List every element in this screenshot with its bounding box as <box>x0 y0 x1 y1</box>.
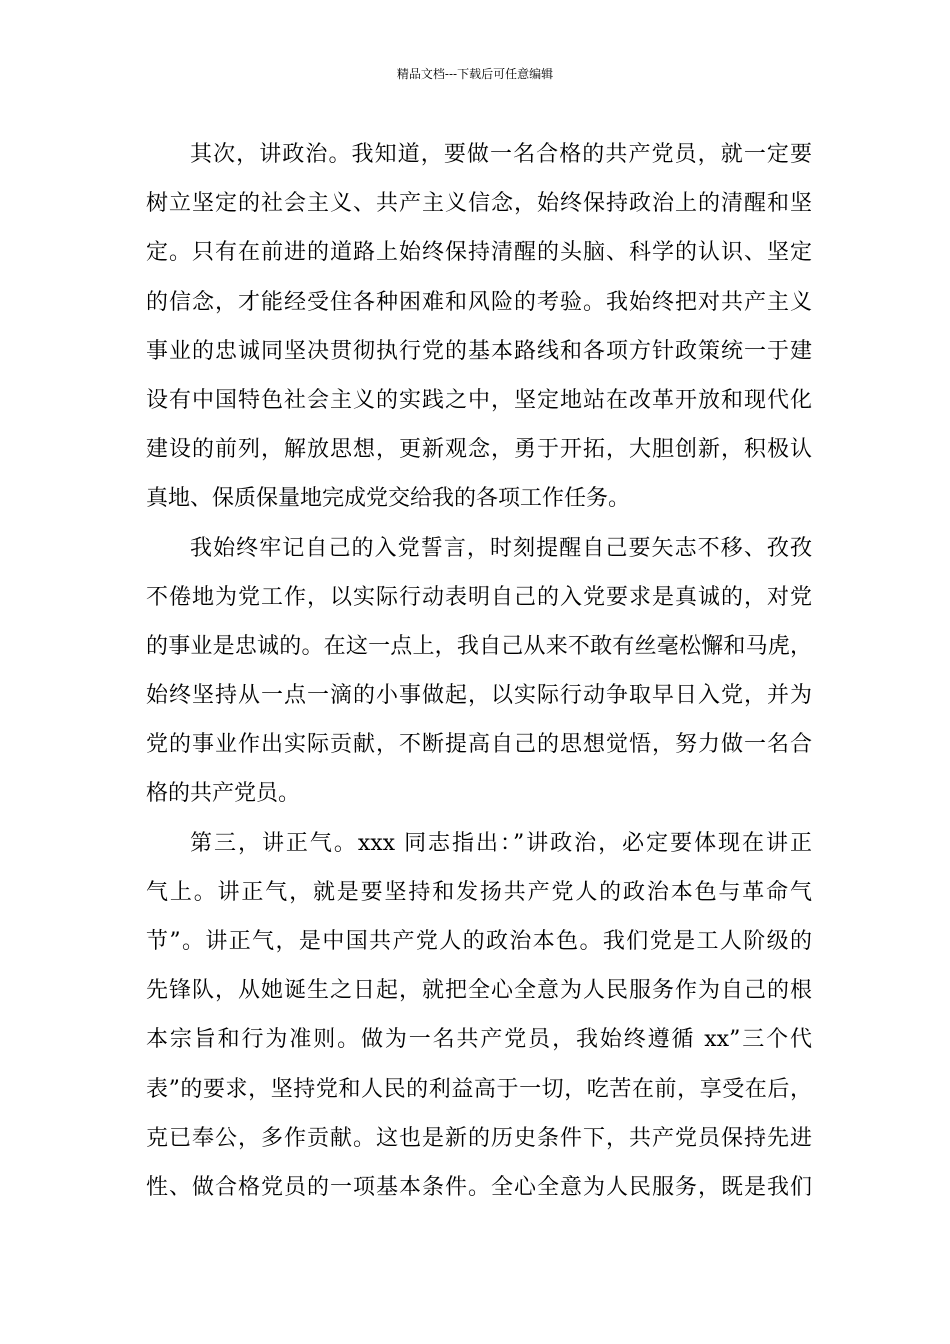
paragraph-2 <box>146 524 812 819</box>
text-line: 先锋队，从她诞生之日起，就把全心全意为人民服务作为自己的根 <box>146 978 812 1004</box>
text-line: 定。只有在前进的道路上始终保持清醒的头脑、科学的认识、坚定 <box>146 240 812 266</box>
text-line: 本宗旨和行为准则。做为一名共产党员，我始终遵循 xx”三个代 <box>146 1027 812 1053</box>
page-header: 精品文档---下载后可任意编辑 <box>396 67 554 81</box>
text-line: 表”的要求，坚持党和人民的利益高于一切，吃苦在前，享受在后， <box>146 1076 812 1102</box>
text-line: 树立坚定的社会主义、共产主义信念，始终保持政治上的清醒和坚 <box>146 191 812 217</box>
text-line: 设有中国特色社会主义的实践之中，坚定地站在改革开放和现代化 <box>146 387 812 413</box>
text-line: 事业的忠诚同坚决贯彻执行党的基本路线和各项方针政策统一于建 <box>146 338 812 364</box>
paragraph-3 <box>146 819 812 1213</box>
text-line: 克已奉公，多作贡献。这也是新的历史条件下，共产党员保持先进 <box>146 1125 812 1151</box>
document-body <box>146 130 812 1212</box>
text-line: 党的事业作出实际贡献，不断提高自己的思想觉悟，努力做一名合 <box>146 732 812 758</box>
text-line: 气上。讲正气，就是要坚持和发扬共产党人的政治本色与革命气 <box>146 879 812 905</box>
text-line: 性、做合格党员的一项基本条件。全心全意为人民服务，既是我们 <box>146 1174 812 1200</box>
text-line: 真地、保质保量地完成党交给我的各项工作任务。 <box>146 486 631 512</box>
text-line: 始终坚持从一点一滴的小事做起，以实际行动争取早日入党，并为 <box>146 683 812 709</box>
text-line: 的事业是忠诚的。在这一点上，我自己从来不敢有丝毫松懈和马虎， <box>146 633 812 659</box>
paragraph-1 <box>146 130 812 524</box>
text-line: 建设的前列，解放思想，更新观念，勇于开拓，大胆创新，积极认 <box>146 437 812 463</box>
text-line: 其次，讲政治。我知道，要做一名合格的共产党员，就一定要 <box>190 142 812 167</box>
text-line: 不倦地为党工作，以实际行动表明自己的入党要求是真诚的，对党 <box>146 584 812 610</box>
text-line: 节”。讲正气，是中国共产党人的政治本色。我们党是工人阶级的 <box>146 929 812 954</box>
text-line: 的信念，才能经受住各种困难和风险的考验。我始终把对共产主义 <box>146 289 812 315</box>
text-line: 格的共产党员。 <box>146 781 301 807</box>
text-line: 我始终牢记自己的入党誓言，时刻提醒自己要矢志不移、孜孜 <box>190 535 812 561</box>
text-line: 第三，讲正气。xxx 同志指出：”讲政治，必定要体现在讲正 <box>190 830 812 856</box>
